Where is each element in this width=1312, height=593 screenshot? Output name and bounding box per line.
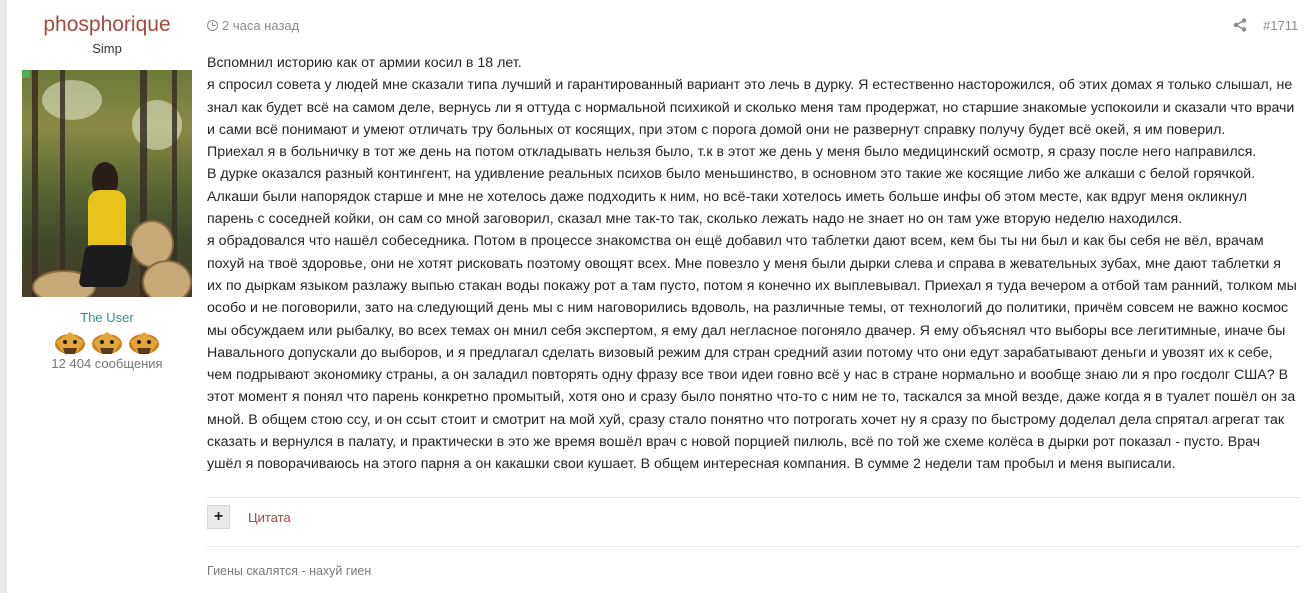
post-paragraph: Приехал я в больничку в тот же день на потом откладывать нельзя было, т.к в этот же день у меня было медицинский осмотр, я сразу после него направился.	[207, 144, 1257, 161]
actions-divider	[207, 497, 1300, 498]
post-paragraph: я обрадовался что нашёл собеседника. Потом в процессе знакомства он ещё добавил что таблетки дают всем, кем бы ты ни был и как бы себя не вёл, врачам похуй на твоё здоровье, они не хотят рисковать поэтому овощят всех. Мне повезло у меня были дырки слева и справа в жевательных зубах, мне дают таблетки я их по дыркам языком разлажу выпью стакан воды покажу рот а там пусто, потом я конечно их выплевывал. Приехал я туда вечером а отбой там ранний, толком мы особо и не поговорили, зато на следующий день мы с ним наговорились вдоволь, на различные темы, от технологий до политики, причём совсем не важно космос мы обсуждаем или рыбалку, во всех темах он мнил себя экспертом, я ему дал негласное погоняло двачер. Я ему объяснял что выборы все легитимные, иначе бы Навального допускали до выборов, и я предлагал сделать визовый режим для стран средний азии потому что они едут зарабатывают деньги и увозят их к себе, чем подрывают экономику страны, а он заладил повторять одну фразу все твои идеи говно всё у нас в стране нормально и вообще знаю ли я про госдолг США? В этот момент я понял что парень конкретно промытый, хотя оно и сразу было понятно что-то с ним не то, таскался за мной везде, даже когда я в туалет пошёл он за мной. В общем стою ссу, и он ссыт стоит и смотрит на мой хуй, сразу стало понятно что потрогать хочет ну я сразу по быстрому доделал дела спрятал агрегат так сказать и вернулся в палату, и практически в это же время вошёл врач с новой порцией пилюль, всё по той же схеме колёса в дырки рот показал - пусто. Врач ушёл я поворачиваюсь на этого парня а он какашки свои кушает. В общем интересная компания. В сумме 2 недели там пробыл и меня выписали.	[207, 233, 1297, 473]
post-number-link[interactable]: #1711	[1263, 18, 1299, 33]
post-time: 2 часа назад	[222, 18, 300, 33]
signature-divider	[207, 546, 1300, 547]
hyena-badge-icon	[90, 328, 124, 356]
post-content	[207, 52, 1297, 476]
quote-button[interactable]: Цитата	[248, 510, 291, 525]
online-status-indicator	[22, 70, 30, 78]
user-role: The User	[80, 310, 134, 325]
left-strip	[0, 0, 7, 593]
message-count: 12 404 сообщения	[51, 356, 163, 371]
signature: Гиены скалятся - нахуй гиен	[207, 564, 372, 578]
add-reaction-button[interactable]: +	[207, 505, 230, 529]
share-icon[interactable]	[1233, 18, 1247, 32]
post-paragraph: В дурке оказался разный контингент, на удивление реальных психов было меньшинство, в основном это такие же косящие либо же алкаши с белой горячкой. Алкаши были напорядок старше и мне не хотелось даже подходить к ним, но всё-таки хотелось иметь больше инфы об этом месте, как вдруг меня окликнул парень с соседней койки, он сам со мной заговорил, сказал мне так-то так, сколько лежать надо не знает но он там уже вторую неделю находился.	[207, 166, 1256, 228]
post-paragraph: я спросил совета у людей мне сказали типа лучший и гарантированный вариант это лечь в дурку. Я естественно насторожился, об этих домах я только слышал, не знал как будет всё на самом деле, вернусь ли я оттуда с нормальной психикой и сколько меня там продержат, но старшие знакомые успокоили и сказали что врачи и сами всё понимают и умеют отличать тру больных от косящих, при этом с порога домой они не развернут справку получу будет всё окей, я им поверил.	[207, 77, 1295, 138]
tree-trunk	[60, 70, 65, 297]
log	[142, 260, 192, 297]
author-panel	[7, 0, 207, 593]
figure-body	[88, 190, 126, 250]
clock-icon	[207, 20, 218, 31]
hyena-badge-icon	[53, 328, 87, 356]
tree-trunk	[32, 70, 38, 297]
username-link[interactable]: phosphorique	[43, 13, 171, 36]
sky-patch	[42, 80, 102, 120]
post-paragraph: Вспомнил историю как от армии косил в 18 лет.	[207, 55, 522, 71]
avatar[interactable]	[22, 70, 192, 297]
badges	[53, 328, 163, 358]
user-title: Simp	[92, 41, 122, 56]
figure-legs	[78, 245, 133, 287]
post-time-link[interactable]	[207, 18, 299, 33]
hyena-badge-icon	[127, 328, 161, 356]
